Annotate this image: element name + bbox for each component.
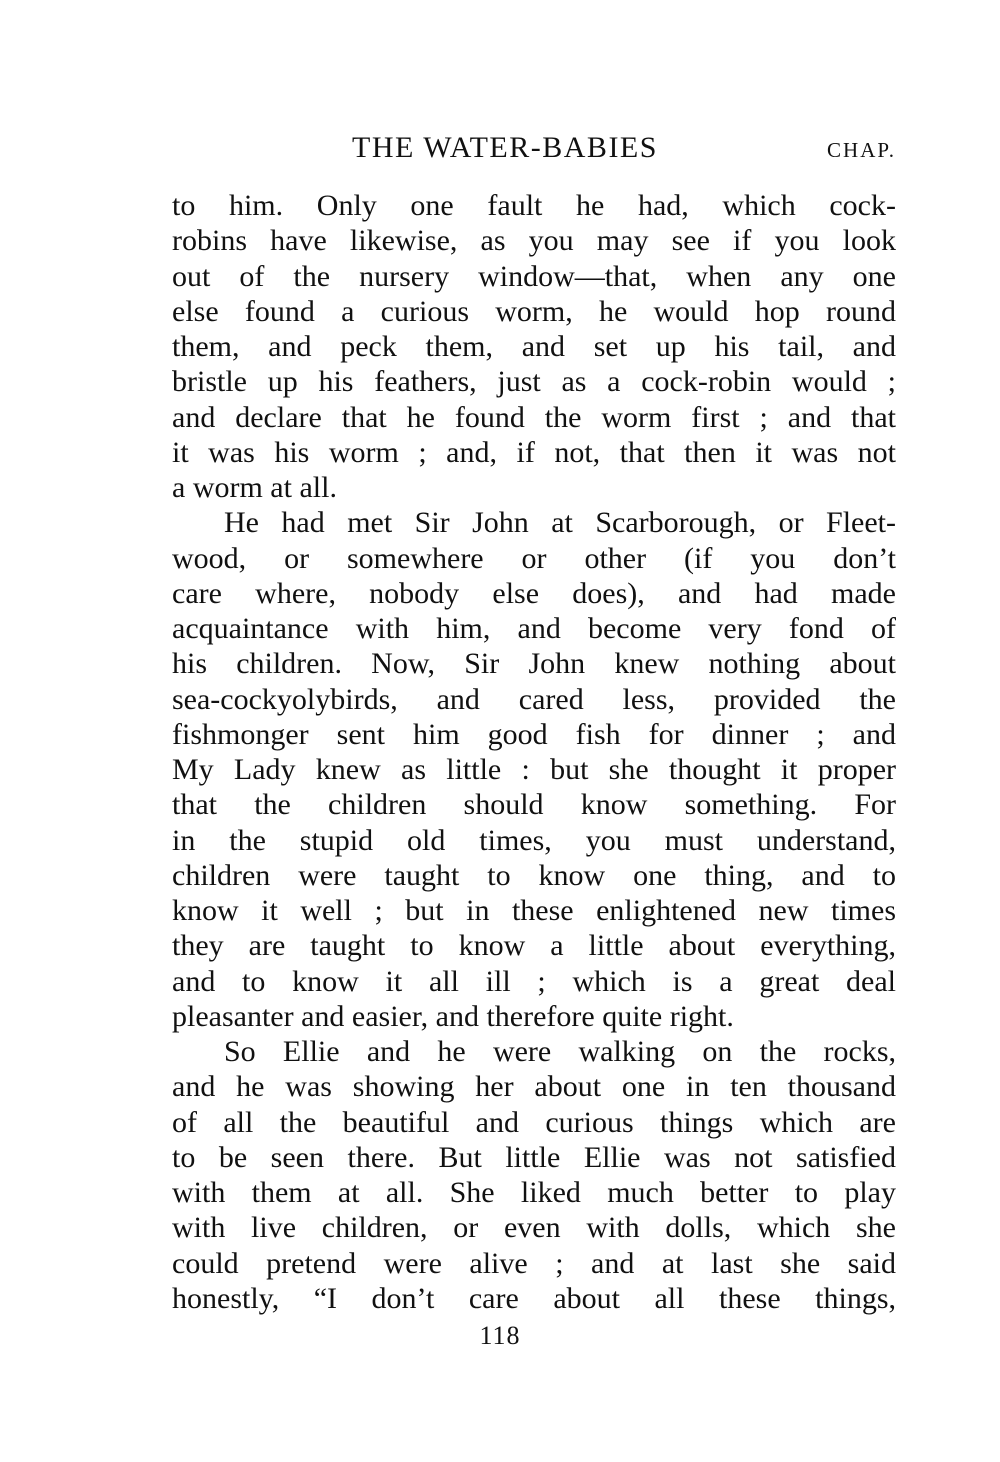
- text-line: with them at all. She liked much better to play: [172, 1176, 896, 1209]
- text-line: My Lady knew as little : but she thought it proper: [172, 753, 896, 786]
- text-line: acquaintance with him, and become very fond of: [172, 612, 896, 645]
- paragraph-1: [172, 188, 896, 505]
- text-line: and declare that he found the worm first ; and that: [172, 400, 896, 434]
- text-line: care where, nobody else does), and had made: [172, 576, 896, 610]
- text-line: else found a curious worm, he would hop round: [172, 294, 896, 328]
- text-line: He had met Sir John at Scarborough, or Fleet-: [224, 506, 896, 540]
- text-line: that the children should know something. For: [172, 788, 896, 822]
- text-line: them, and peck them, and set up his tail, and: [172, 330, 896, 363]
- text-line: could pretend were alive ; and at last she said: [172, 1246, 896, 1280]
- text-line: sea-cockyolybirds, and cared less, provided the: [172, 682, 896, 716]
- text-line: wood, or somewhere or other (if you don’t: [172, 541, 896, 575]
- text-line: So Ellie and he were walking on the rocks,: [224, 1035, 896, 1068]
- text-line: pleasanter and easier, and therefore quite right.: [172, 999, 734, 1033]
- text-line: to be seen there. But little Ellie was not satisfied: [172, 1140, 896, 1174]
- text-line: to him. Only one fault he had, which cock-: [172, 189, 896, 222]
- text-line: children were taught to know one thing, and to: [172, 858, 896, 892]
- page-number: 118: [479, 1321, 521, 1350]
- text-line: a worm at all.: [172, 471, 337, 504]
- text-line: and to know it all ill ; which is a great deal: [172, 964, 896, 998]
- text-line: it was his worm ; and, if not, that then it was not: [172, 435, 896, 469]
- paragraph-3: [172, 1034, 896, 1316]
- running-head-title: THE WATER-BABIES: [352, 131, 658, 164]
- text-line: and he was showing her about one in ten thousand: [172, 1070, 896, 1104]
- text-line: they are taught to know a little about everything,: [172, 929, 896, 963]
- text-line: his children. Now, Sir John knew nothing about: [172, 647, 896, 681]
- text-line: with live children, or even with dolls, which she: [172, 1211, 896, 1245]
- text-line: in the stupid old times, you must understand,: [172, 823, 896, 857]
- text-line: of all the beautiful and curious things which are: [172, 1105, 896, 1139]
- chapter-label: CHAP.: [827, 138, 896, 162]
- text-line: robins have likewise, as you may see if you look: [172, 224, 896, 258]
- text-line: out of the nursery window—that, when any one: [172, 259, 896, 293]
- text-line: bristle up his feathers, just as a cock-robin would ;: [172, 365, 896, 399]
- text-line: fishmonger sent him good fish for dinner ; and: [172, 717, 896, 751]
- running-head: [172, 128, 896, 168]
- paragraph-2: [172, 505, 896, 1034]
- text-line: honestly, “I don’t care about all these things,: [172, 1281, 896, 1315]
- text-line: know it well ; but in these enlightened new times: [172, 894, 896, 927]
- body-text: [172, 188, 896, 1316]
